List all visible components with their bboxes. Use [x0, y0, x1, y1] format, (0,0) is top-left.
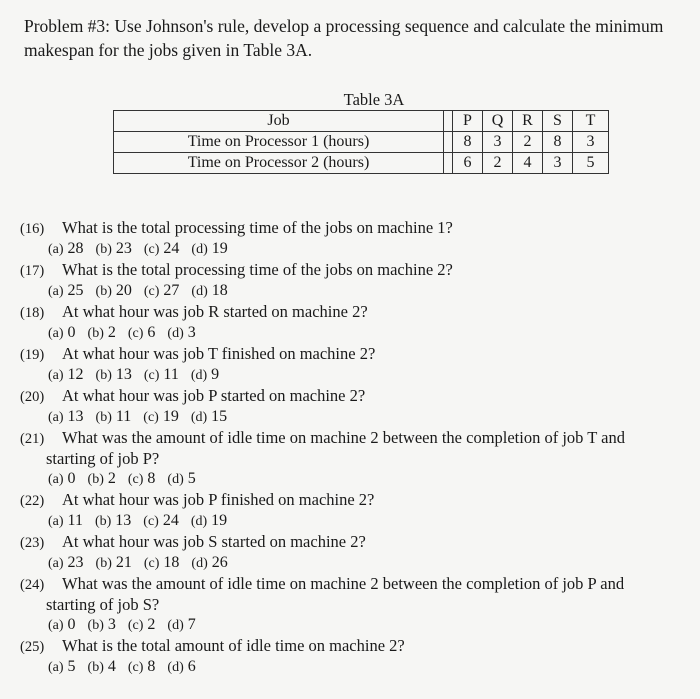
- option-letter: (b): [87, 618, 104, 633]
- option-value: 19: [211, 240, 228, 257]
- job-p-header: P: [453, 111, 483, 132]
- option-value: 0: [67, 616, 76, 633]
- question-17: [20, 260, 685, 281]
- question-text: At what hour was job T finished on machine 2?: [62, 344, 376, 363]
- row-label: Time on Processor 2 (hours): [114, 153, 444, 174]
- option-value: 27: [163, 282, 180, 299]
- answer-option[interactable]: [191, 365, 219, 386]
- question-number: (18): [20, 305, 45, 321]
- row-label: Time on Processor 1 (hours): [114, 132, 444, 153]
- question-22: [20, 490, 685, 511]
- option-value: 3: [107, 616, 116, 633]
- answer-option[interactable]: [167, 469, 195, 490]
- option-value: 11: [163, 366, 179, 383]
- option-letter: (b): [95, 410, 112, 425]
- question-text: At what hour was job P finished on machine 2?: [62, 490, 375, 509]
- question-24: [20, 574, 685, 615]
- option-value: 6: [147, 324, 156, 341]
- table-cell: 8: [543, 132, 573, 153]
- answer-option[interactable]: [144, 239, 180, 260]
- option-letter: (c): [143, 410, 159, 425]
- answer-options: [48, 469, 208, 490]
- option-value: 2: [107, 470, 116, 487]
- option-value: 6: [187, 658, 196, 675]
- table-cell: 6: [453, 153, 483, 174]
- question-number: (17): [20, 263, 45, 279]
- option-value: 12: [67, 366, 84, 383]
- option-value: 21: [115, 554, 132, 571]
- option-letter: (a): [48, 242, 64, 257]
- processor-1-row: [114, 132, 609, 153]
- question-19: [20, 344, 685, 365]
- option-value: 19: [162, 408, 179, 425]
- answer-option[interactable]: [96, 407, 132, 428]
- answer-option[interactable]: [88, 469, 116, 490]
- option-letter: (c): [127, 618, 144, 633]
- question-text: At what hour was job S started on machine 2?: [62, 532, 366, 551]
- answer-option[interactable]: [128, 615, 156, 636]
- question-number: (20): [20, 389, 45, 405]
- question-number: (21): [20, 431, 45, 447]
- answer-option[interactable]: [48, 553, 84, 574]
- answer-option[interactable]: [88, 657, 116, 678]
- answer-option[interactable]: [88, 615, 116, 636]
- option-letter: (c): [127, 660, 144, 675]
- option-letter: (b): [95, 284, 112, 299]
- processor-2-row: [114, 153, 609, 174]
- table-cell: 8: [453, 132, 483, 153]
- answer-option[interactable]: [167, 323, 195, 344]
- option-letter: (c): [127, 326, 144, 341]
- option-letter: (d): [190, 410, 208, 425]
- answer-option[interactable]: [96, 553, 132, 574]
- option-value: 2: [147, 616, 156, 633]
- answer-option[interactable]: [48, 511, 83, 532]
- question-text-continued: starting of job S?: [46, 595, 160, 614]
- option-value: 20: [115, 282, 132, 299]
- option-value: 24: [162, 512, 179, 529]
- option-letter: (d): [191, 242, 208, 257]
- answer-option[interactable]: [191, 281, 227, 302]
- option-letter: (b): [94, 514, 112, 529]
- answer-option[interactable]: [48, 281, 84, 302]
- option-value: 13: [115, 366, 132, 383]
- question-number: (24): [20, 577, 45, 593]
- option-letter: (d): [191, 556, 208, 571]
- job-times-table: [113, 110, 609, 174]
- question-23: [20, 532, 685, 553]
- option-letter: (a): [48, 284, 64, 299]
- table-cell: 4: [513, 153, 543, 174]
- option-value: 28: [67, 240, 84, 257]
- option-letter: (c): [143, 242, 160, 257]
- answer-options: [48, 553, 240, 574]
- answer-option[interactable]: [128, 657, 156, 678]
- option-value: 13: [67, 408, 84, 425]
- question-18: [20, 302, 685, 323]
- question-number: (23): [20, 535, 45, 551]
- answer-option[interactable]: [128, 469, 156, 490]
- option-letter: (d): [167, 618, 184, 633]
- answer-option[interactable]: [167, 657, 195, 678]
- question-text: What was the amount of idle time on machine 2 between the completion of job P and: [62, 574, 625, 593]
- question-text: What is the total processing time of the jobs on machine 1?: [62, 218, 453, 237]
- question-number: (25): [20, 639, 45, 655]
- option-letter: (b): [95, 368, 112, 383]
- answer-options: [48, 281, 240, 302]
- option-letter: (c): [143, 368, 160, 383]
- job-r-header: R: [513, 111, 543, 132]
- question-16: [20, 218, 685, 239]
- option-value: 9: [211, 366, 220, 383]
- option-value: 19: [211, 512, 228, 529]
- option-value: 5: [67, 658, 76, 675]
- option-value: 11: [115, 408, 132, 425]
- option-value: 24: [163, 240, 180, 257]
- question-25: [20, 636, 685, 657]
- answer-options: [48, 239, 240, 260]
- question-text: What is the total processing time of the jobs on machine 2?: [62, 260, 453, 279]
- answer-option[interactable]: [88, 323, 116, 344]
- answer-option[interactable]: [48, 407, 84, 428]
- table-cell: 3: [543, 153, 573, 174]
- job-s-header: S: [543, 111, 573, 132]
- option-letter: (d): [190, 368, 208, 383]
- option-letter: (b): [95, 556, 112, 571]
- answer-option[interactable]: [96, 239, 132, 260]
- question-text: At what hour was job P started on machine 2?: [62, 386, 366, 405]
- answer-option[interactable]: [48, 469, 76, 490]
- answer-options: [48, 511, 239, 532]
- option-value: 5: [187, 470, 196, 487]
- option-letter: (a): [48, 514, 64, 529]
- question-20: [20, 386, 685, 407]
- answer-option[interactable]: [96, 365, 132, 386]
- answer-option[interactable]: [96, 281, 132, 302]
- job-t-header: T: [573, 111, 609, 132]
- answer-option[interactable]: [48, 657, 76, 678]
- answer-options: [48, 615, 208, 636]
- answer-options: [48, 407, 239, 428]
- table-caption: Table 3A: [343, 90, 405, 109]
- question-number: (22): [20, 493, 45, 509]
- question-number: (16): [20, 221, 45, 237]
- answer-option[interactable]: [143, 407, 179, 428]
- option-letter: (b): [87, 660, 104, 675]
- option-value: 7: [187, 616, 196, 633]
- option-letter: (d): [167, 660, 184, 675]
- answer-option[interactable]: [48, 615, 76, 636]
- answer-option[interactable]: [143, 511, 179, 532]
- option-value: 18: [163, 554, 180, 571]
- table-cell: 3: [483, 132, 513, 153]
- option-letter: (a): [48, 618, 64, 633]
- question-21: [20, 428, 685, 469]
- option-value: 23: [67, 554, 84, 571]
- option-letter: (d): [191, 284, 208, 299]
- question-text: What was the amount of idle time on machine 2 between the completion of job T and: [62, 428, 625, 447]
- answer-option[interactable]: [48, 365, 84, 386]
- option-value: 18: [211, 282, 228, 299]
- option-letter: (d): [190, 514, 208, 529]
- option-value: 8: [147, 658, 156, 675]
- option-value: 4: [107, 658, 116, 675]
- option-value: 23: [115, 240, 132, 257]
- answer-option[interactable]: [191, 511, 227, 532]
- option-value: 25: [67, 282, 84, 299]
- answer-option[interactable]: [167, 615, 195, 636]
- option-letter: (a): [48, 556, 64, 571]
- answer-option[interactable]: [144, 553, 180, 574]
- problem-statement: [24, 14, 674, 62]
- answer-option[interactable]: [144, 281, 180, 302]
- option-value: 15: [211, 408, 228, 425]
- option-value: 8: [147, 470, 156, 487]
- option-letter: (a): [48, 368, 64, 383]
- option-letter: (d): [167, 326, 184, 341]
- option-letter: (c): [143, 514, 159, 529]
- option-letter: (d): [167, 472, 184, 487]
- answer-option[interactable]: [191, 407, 227, 428]
- answer-option[interactable]: [191, 239, 227, 260]
- option-value: 0: [67, 470, 76, 487]
- option-letter: (c): [143, 556, 160, 571]
- problem-text: Use Johnson's rule, develop a processing sequence and calculate the minimum makespan for the jobs given in Table 3A.: [24, 16, 664, 60]
- answer-option[interactable]: [144, 365, 179, 386]
- table-cell: 5: [573, 153, 609, 174]
- option-letter: (b): [95, 242, 112, 257]
- table-header-row: [114, 111, 609, 132]
- option-value: 13: [115, 512, 132, 529]
- question-text-continued: starting of job P?: [46, 449, 160, 468]
- option-value: 3: [187, 324, 196, 341]
- answer-options: [48, 365, 231, 386]
- answer-option[interactable]: [95, 511, 131, 532]
- question-text: What is the total amount of idle time on machine 2?: [62, 636, 405, 655]
- option-letter: (c): [127, 472, 144, 487]
- table-cell: 3: [573, 132, 609, 153]
- option-letter: (a): [48, 660, 64, 675]
- option-letter: (b): [87, 472, 104, 487]
- option-letter: (a): [48, 472, 64, 487]
- question-number: (19): [20, 347, 45, 363]
- option-letter: (a): [48, 410, 64, 425]
- option-letter: (b): [87, 326, 104, 341]
- option-letter: (a): [48, 326, 64, 341]
- table-cell: 2: [513, 132, 543, 153]
- option-value: 0: [67, 324, 76, 341]
- problem-heading: Problem #3:: [24, 16, 111, 36]
- answer-option[interactable]: [48, 239, 84, 260]
- answer-option[interactable]: [128, 323, 156, 344]
- option-letter: (c): [143, 284, 160, 299]
- table-cell: 2: [483, 153, 513, 174]
- answer-option[interactable]: [191, 553, 227, 574]
- option-value: 2: [107, 324, 116, 341]
- job-q-header: Q: [483, 111, 513, 132]
- answer-options: [48, 323, 208, 344]
- question-text: At what hour was job R started on machine 2?: [62, 302, 368, 321]
- answer-options: [48, 657, 208, 678]
- answer-option[interactable]: [48, 323, 76, 344]
- job-header-cell: Job: [114, 111, 444, 132]
- option-value: 11: [67, 512, 83, 529]
- option-value: 26: [211, 554, 228, 571]
